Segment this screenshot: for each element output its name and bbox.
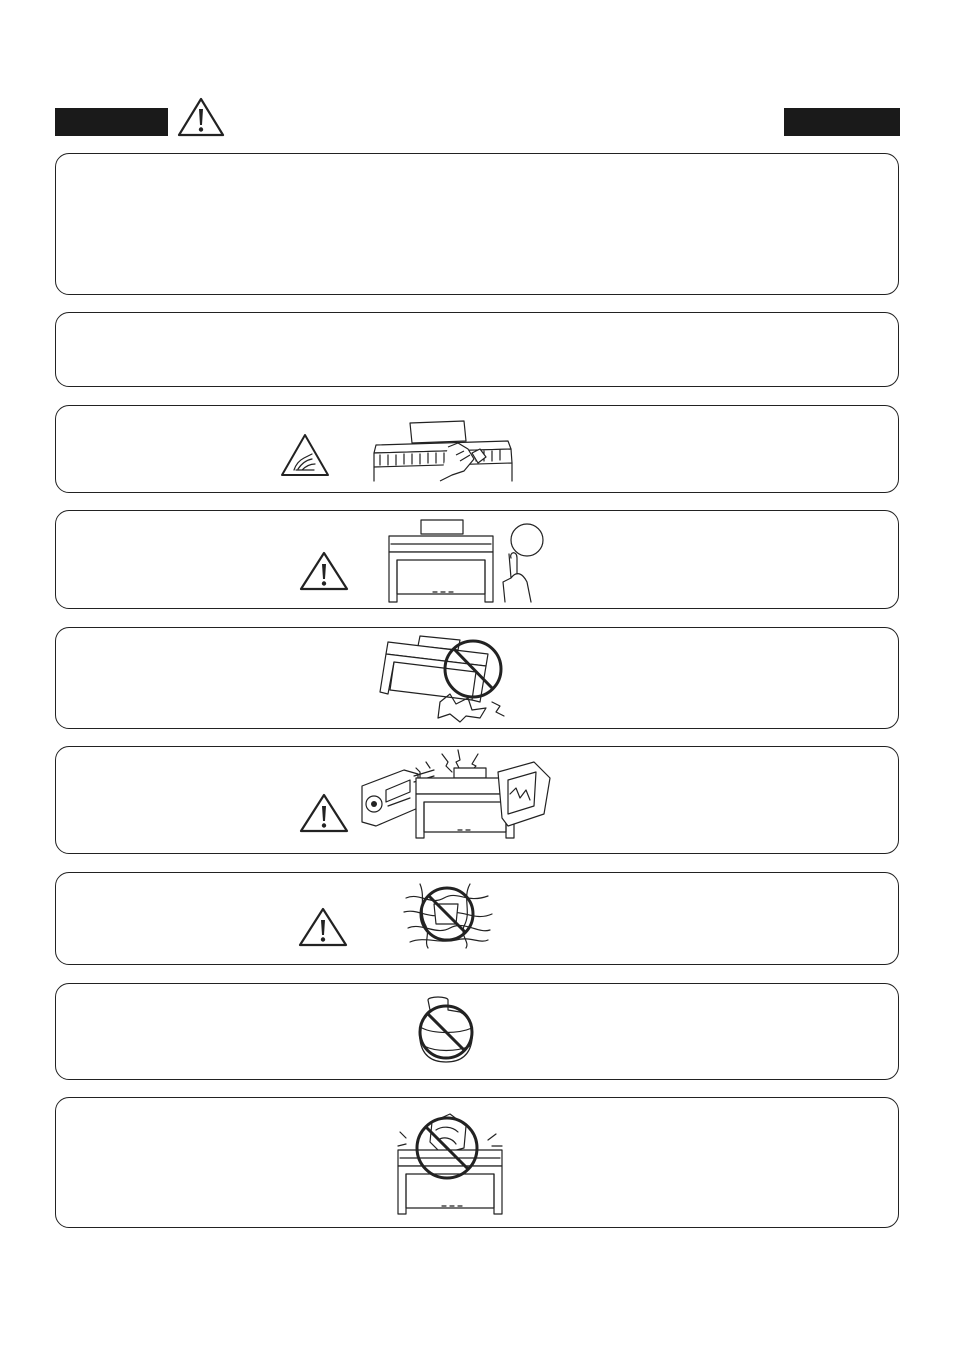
hand-caution-icon [280, 433, 330, 477]
section-1 [55, 153, 899, 295]
warning-triangle-icon [297, 906, 349, 948]
piano-button-illustration [385, 518, 550, 606]
warning-triangle-icon [176, 96, 226, 138]
warning-triangle-icon [298, 550, 350, 592]
warning-triangle-icon [298, 792, 350, 834]
header-left-tab [55, 108, 168, 136]
tangled-cords-prohibited-illustration [400, 878, 496, 950]
header-right-tab [784, 108, 900, 136]
piano-hands-illustration [368, 415, 518, 483]
piano-falling-illustration [376, 632, 521, 722]
vase-prohibited-illustration [414, 994, 484, 1066]
section-2 [55, 312, 899, 387]
piano-stand-on-prohibited-illustration [392, 1104, 510, 1218]
electronics-interference-illustration [358, 750, 553, 842]
